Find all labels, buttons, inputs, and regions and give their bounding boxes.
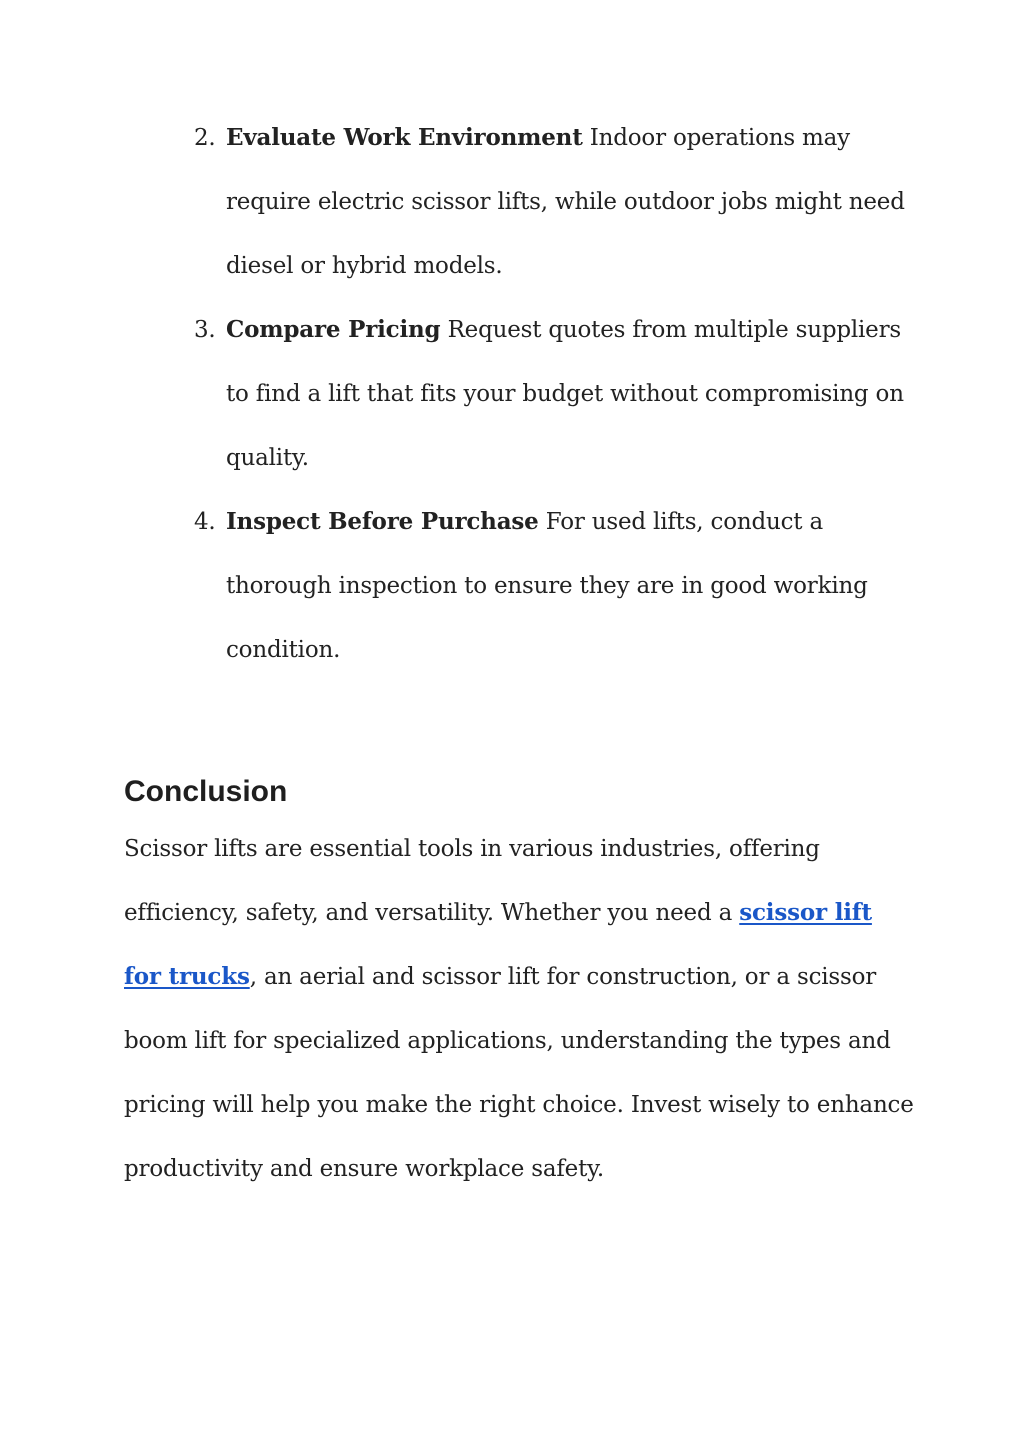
list-item-number: 4.	[194, 509, 216, 535]
conclusion-paragraph	[124, 817, 914, 1201]
list-item-heading: Evaluate Work Environment	[226, 124, 583, 151]
scissor-lift-for-trucks-link[interactable]: scissor lift for trucks	[124, 899, 872, 990]
conclusion-text-after-link: , an aerial and scissor lift for construction, or a scissor boom lift for specialized applications, understanding the types and pricing will help you make the right choice. Invest wisely to enhance productivity and ensure workplace safety.	[124, 964, 914, 1182]
steps-list	[124, 106, 924, 682]
list-item	[124, 298, 924, 490]
list-item-number: 3.	[194, 317, 216, 343]
conclusion-text-before-link: Scissor lifts are essential tools in various industries, offering efficiency, safety, and versatility. Whether you need a	[124, 836, 820, 926]
list-item-heading: Inspect Before Purchase	[226, 508, 539, 535]
conclusion-heading: Conclusion	[124, 775, 288, 808]
list-item-text: Indoor operations may require electric scissor lifts, while outdoor jobs might need diesel or hybrid models.	[226, 125, 905, 279]
list-item-number: 2.	[194, 125, 216, 151]
list-item	[124, 106, 924, 298]
list-item	[124, 490, 924, 682]
list-item-heading: Compare Pricing	[226, 316, 441, 343]
list-item-text: Request quotes from multiple suppliers to find a lift that fits your budget without compromising on quality.	[226, 317, 904, 471]
list-item-text: For used lifts, conduct a thorough inspection to ensure they are in good working condition.	[226, 509, 868, 663]
